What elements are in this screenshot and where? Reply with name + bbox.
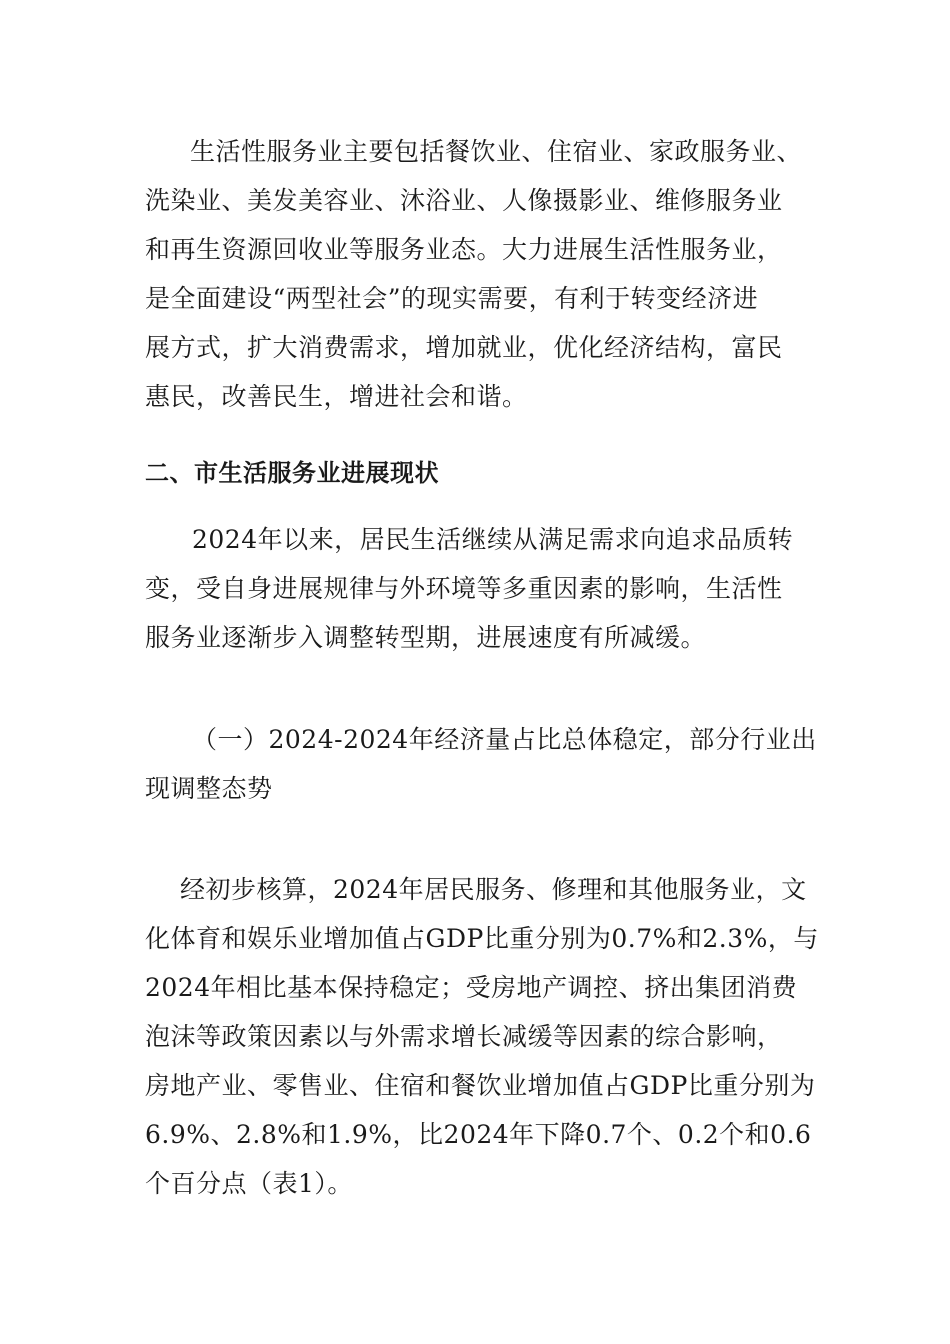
subheading-line: （一）2024-2024年经济量占比总体稳定，部分行业出 xyxy=(192,725,817,754)
paragraph-line: 化体育和娱乐业增加值占GDP比重分别为0.7%和2.3%，与 xyxy=(145,924,819,953)
paragraph-line: 展方式，扩大消费需求，增加就业，优化经济结构，富民 xyxy=(145,333,783,362)
subheading-line: 现调整态势 xyxy=(145,774,273,803)
paragraph-line: 6.9%、2.8%和1.9%，比2024年下降0.7个、0.2个和0.6 xyxy=(145,1120,812,1149)
paragraph-line: 惠民，改善民生，增进社会和谐。 xyxy=(145,382,528,411)
paragraph-line: 2024年以来，居民生活继续从满足需求向追求品质转 xyxy=(192,525,794,554)
section-heading: 二、市生活服务业进展现状 xyxy=(145,459,439,487)
paragraph-line: 变，受自身进展规律与外环境等多重因素的影响，生活性 xyxy=(145,574,783,603)
paragraph-line: 是全面建设“两型社会”的现实需要，有利于转变经济进 xyxy=(145,284,759,313)
paragraph-line: 房地产业、零售业、住宿和餐饮业增加值占GDP比重分别为 xyxy=(145,1071,816,1100)
paragraph-line: 生活性服务业主要包括餐饮业、住宿业、家政服务业、 xyxy=(190,137,803,166)
paragraph-line: 经初步核算，2024年居民服务、修理和其他服务业，文 xyxy=(180,875,807,904)
paragraph-line: 和再生资源回收业等服务业态。大力进展生活性服务业， xyxy=(145,235,783,264)
paragraph-line: 洗染业、美发美容业、沐浴业、人像摄影业、维修服务业 xyxy=(145,186,783,215)
paragraph-line: 2024年相比基本保持稳定；受房地产调控、挤出集团消费 xyxy=(145,973,798,1002)
paragraph-line: 泡沫等政策因素以与外需求增长减缓等因素的综合影响， xyxy=(145,1022,783,1051)
paragraph-line: 服务业逐渐步入调整转型期，进展速度有所减缓。 xyxy=(145,623,707,652)
paragraph-line: 个百分点（表1）。 xyxy=(145,1169,353,1198)
